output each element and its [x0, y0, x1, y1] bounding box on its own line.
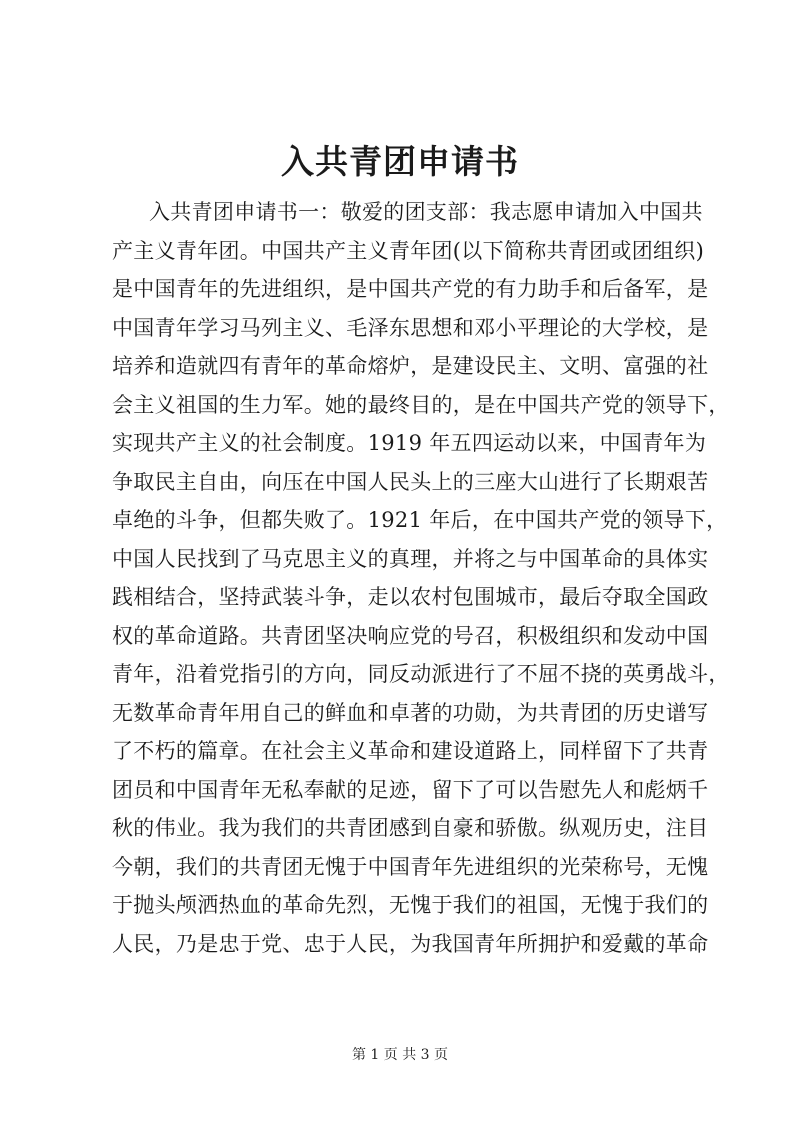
page-number-footer: 第 1 页 共 3 页: [351, 1047, 449, 1063]
body-line: 产主义青年团。中国共产主义青年团(以下简称共青团或团组织): [112, 238, 705, 263]
body-line: 无数革命青年用自己的鲜血和卓著的功勋，为共青团的历史谱写: [112, 700, 709, 725]
body-line: 培养和造就四有青年的革命熔炉，是建设民主、文明、富强的社: [112, 354, 709, 378]
body-line: 入共青团申请书一：敬爱的团支部：我志愿申请加入中国共: [149, 200, 703, 224]
body-line: 争取民主自由，向压在中国人民头上的三座大山进行了长期艰苦: [112, 469, 709, 494]
body-line: 是中国青年的先进组织，是中国共产党的有力助手和后备军，是: [112, 277, 709, 301]
document-title: 入共青团申请书: [281, 142, 519, 181]
body-line: 中国青年学习马列主义、毛泽东思想和邓小平理论的大学校，是: [112, 315, 709, 340]
body-line: 于抛头颅洒热血的革命先烈，无愧于我们的祖国，无愧于我们的: [112, 893, 709, 917]
body-line: 今朝，我们的共青团无愧于中国青年先进组织的光荣称号，无愧: [112, 854, 709, 879]
body-line: 权的革命道路。共青团坚决响应党的号召，积极组织和发动中国: [112, 623, 709, 648]
body-line: 秋的伟业。我为我们的共青团感到自豪和骄傲。纵观历史，注目: [112, 816, 709, 840]
body-line: 团员和中国青年无私奉献的足迹，留下了可以告慰先人和彪炳千: [112, 777, 709, 802]
body-line: 实现共产主义的社会制度。1919 年五四运动以来，中国青年为: [112, 431, 707, 455]
document-body: [112, 193, 730, 963]
body-line: 了不朽的篇章。在社会主义革命和建设道路上，同样留下了共青: [112, 739, 709, 763]
body-line: 人民，乃是忠于党、忠于人民，为我国青年所拥护和爱戴的革命: [112, 931, 709, 956]
body-line: 会主义祖国的生力军。她的最终目的，是在中国共产党的领导下，: [112, 392, 730, 417]
body-line: 卓绝的斗争，但都失败了。1921 年后，在中国共产党的领导下，: [112, 508, 728, 532]
body-line: 中国人民找到了马克思主义的真理，并将之与中国革命的具体实: [112, 546, 709, 571]
body-line: 践相结合，坚持武装斗争，走以农村包围城市，最后夺取全国政: [112, 585, 709, 609]
body-line: 青年，沿着党指引的方向，同反动派进行了不屈不挠的英勇战斗，: [112, 662, 730, 686]
